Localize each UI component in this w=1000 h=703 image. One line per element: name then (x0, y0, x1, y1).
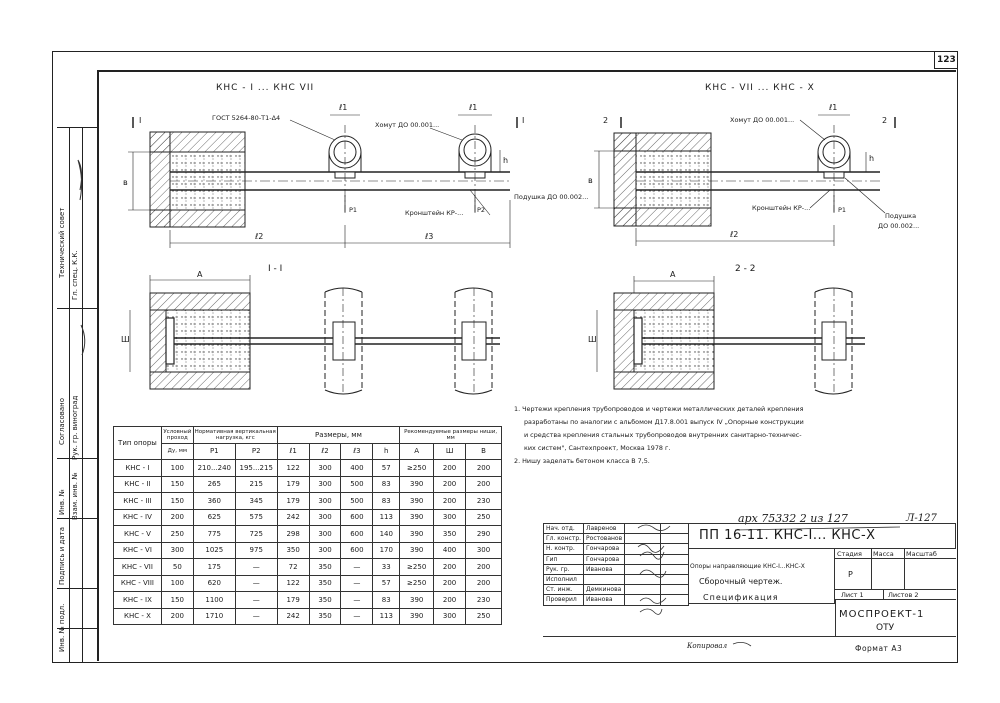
spec-header-p2: P2 (235, 443, 277, 460)
table-cell: 57 (373, 575, 400, 592)
table-cell: 200 (434, 559, 466, 576)
table-cell: 179 (277, 493, 309, 510)
agreed-label: Согласовано (58, 397, 66, 445)
pad-callout-right-2: ДО 00.002... (878, 222, 920, 230)
title-block (543, 523, 956, 661)
table-cell: 390 (400, 476, 434, 493)
spec-header-l1: ℓ1 (277, 443, 309, 460)
table-cell: 170 (373, 542, 400, 559)
role-row (544, 554, 689, 564)
role-name: Демкинова (584, 585, 625, 595)
table-cell: 200 (161, 509, 193, 526)
table-cell: 265 (193, 476, 235, 493)
support-type-cell: КНС - VII (114, 559, 162, 576)
table-cell: 150 (161, 592, 193, 609)
clamp-callout-left: Хомут ДО 00.001... (375, 121, 440, 129)
bracket-callout-left: Кронштейн КР-... (405, 209, 464, 217)
table-cell: 230 (466, 592, 502, 609)
table-cell: 625 (193, 509, 235, 526)
table-row (114, 575, 502, 592)
date-cell (660, 524, 688, 534)
table-cell: — (235, 575, 277, 592)
date-cell (660, 534, 688, 544)
table-cell: ≥250 (400, 575, 434, 592)
role-label: Проверил (544, 595, 584, 605)
dim-h-left: h (503, 156, 509, 165)
signature-cell (625, 544, 661, 554)
org-name-1: МОСПРОЕКТ-1 (839, 609, 925, 620)
agreed-row-0: Рук. гр. виноград (71, 395, 79, 460)
signature-cell (625, 574, 661, 584)
tech-council-label: Технический совет (58, 207, 66, 278)
table-cell: 210...240 (193, 460, 235, 477)
table-cell: 360 (193, 493, 235, 510)
table-cell: 345 (235, 493, 277, 510)
role-label: Нач. отд. (544, 524, 584, 534)
dim-l1-right: ℓ1 (829, 103, 838, 112)
spec-header-b: В (466, 443, 502, 460)
role-row (544, 585, 689, 595)
dim-p2-left: P2 (477, 206, 486, 214)
support-type-cell: КНС - IX (114, 592, 162, 609)
table-cell: 620 (193, 575, 235, 592)
table-cell: 242 (277, 608, 309, 625)
table-cell: 1025 (193, 542, 235, 559)
spec-header-sh: Ш (434, 443, 466, 460)
table-cell: 100 (161, 575, 193, 592)
table-cell: 250 (466, 509, 502, 526)
role-row (544, 564, 689, 574)
pad-callout-right-1: Подушка (885, 212, 917, 220)
table-cell: 250 (466, 608, 502, 625)
table-cell: 390 (400, 526, 434, 543)
spec-header-bore-sub: Ду, мм (161, 443, 193, 460)
role-name: Гончарова (584, 544, 625, 554)
note-line-3: и средства крепления стальных трубопроводов внутренних санитарно-техничес- (524, 431, 802, 439)
table-cell: 33 (373, 559, 400, 576)
dim-sh-left: Ш (121, 335, 130, 344)
table-row (114, 476, 502, 493)
agreed-row-3: Взам. инв. № (71, 472, 79, 520)
table-cell: 300 (161, 542, 193, 559)
table-cell: — (341, 559, 373, 576)
table-cell: 200 (434, 592, 466, 609)
agreed-row-5: Инв. № подл. (58, 603, 66, 652)
signature-cell (625, 524, 661, 534)
table-cell: 200 (466, 476, 502, 493)
table-cell: 500 (341, 493, 373, 510)
section-2-plan (597, 276, 865, 395)
dim-p1-right: P1 (838, 206, 847, 214)
role-name: Иванова (584, 564, 625, 574)
description-3: Спецификация (703, 593, 779, 602)
table-cell: 100 (161, 460, 193, 477)
spec-header-a: А (400, 443, 434, 460)
date-cell (660, 564, 688, 574)
table-cell: 350 (309, 608, 341, 625)
table-cell: 83 (373, 592, 400, 609)
table-cell: — (341, 592, 373, 609)
table-cell: 83 (373, 493, 400, 510)
role-label: Гип (544, 554, 584, 564)
table-cell: — (235, 592, 277, 609)
support-type-cell: КНС - III (114, 493, 162, 510)
table-cell: 200 (466, 575, 502, 592)
table-cell: 390 (400, 493, 434, 510)
table-cell: 300 (434, 509, 466, 526)
table-cell: 200 (434, 493, 466, 510)
dim-a-right: А (670, 270, 676, 279)
table-cell: 350 (309, 575, 341, 592)
sheet-label: Лист 1 (841, 591, 864, 599)
table-cell: 300 (466, 542, 502, 559)
role-row (544, 544, 689, 554)
format-label: Формат А3 (855, 644, 903, 653)
table-cell: 113 (373, 509, 400, 526)
spec-header-niche: Рекомендуемые размеры ниши, мм (400, 427, 502, 444)
table-row (114, 559, 502, 576)
table-cell: 575 (235, 509, 277, 526)
title-roles-table (543, 523, 689, 606)
table-cell: 300 (309, 476, 341, 493)
table-cell: 300 (309, 526, 341, 543)
spec-header-h: h (373, 443, 400, 460)
support-type-cell: КНС - VI (114, 542, 162, 559)
role-row (544, 524, 689, 534)
table-cell: 300 (309, 509, 341, 526)
bracket-callout-right: Кронштейн КР-... (752, 204, 811, 212)
archive-note: арх 75332 2 из 127 (738, 512, 848, 525)
table-cell: 200 (466, 460, 502, 477)
spec-header-sizes: Размеры, мм (277, 427, 400, 444)
table-cell: 122 (277, 575, 309, 592)
table-row (114, 460, 502, 477)
support-type-cell: КНС - V (114, 526, 162, 543)
description-1: Опоры направляющие КНС-I...КНС-X (690, 563, 805, 570)
table-cell: 50 (161, 559, 193, 576)
table-cell: — (341, 608, 373, 625)
table-cell: 350 (309, 559, 341, 576)
sheet-number: 123 (937, 55, 956, 65)
table-cell: 200 (434, 476, 466, 493)
spec-header-type: Тип опоры (114, 427, 162, 460)
cut-mark-1b: I (522, 116, 525, 125)
table-cell: 600 (341, 526, 373, 543)
support-type-cell: КНС - I (114, 460, 162, 477)
table-cell: 975 (235, 542, 277, 559)
table-cell: 179 (277, 592, 309, 609)
table-cell: 150 (161, 476, 193, 493)
note-line-5: 2. Нишу заделать бетоном класса В 7,5. (514, 457, 650, 465)
table-row (114, 526, 502, 543)
stage-value: Р (848, 570, 853, 579)
date-cell (660, 595, 688, 605)
role-label: Ст. инж. (544, 585, 584, 595)
table-row (114, 509, 502, 526)
scale-label: Масштаб (906, 550, 937, 558)
cut-mark-2b: 2 (882, 116, 888, 125)
stage-label: Стадия (837, 550, 862, 558)
section-2-title: 2 - 2 (735, 264, 756, 274)
table-cell: 215 (235, 476, 277, 493)
agreed-row-2: Подпись и дата (58, 527, 66, 585)
dim-a-left: А (197, 270, 203, 279)
signature-cell (625, 564, 661, 574)
table-cell: 140 (373, 526, 400, 543)
table-cell: 1710 (193, 608, 235, 625)
table-cell: 390 (400, 542, 434, 559)
dim-b-left: в (123, 178, 128, 187)
role-label: Гл. констр. (544, 534, 584, 544)
date-cell (660, 585, 688, 595)
table-cell: — (235, 608, 277, 625)
table-cell: 300 (309, 460, 341, 477)
table-cell: 175 (193, 559, 235, 576)
table-row (114, 493, 502, 510)
spec-header-l2: ℓ2 (309, 443, 341, 460)
cut-mark-1a: I (139, 116, 142, 125)
right-elevation (594, 115, 895, 246)
support-type-cell: КНС - II (114, 476, 162, 493)
table-cell: 242 (277, 509, 309, 526)
dim-sh-right: Ш (588, 335, 597, 344)
dim-l1-left-b: ℓ1 (469, 103, 478, 112)
org-name-2: ОТУ (876, 623, 895, 633)
table-cell: 200 (466, 559, 502, 576)
gl-spec-label: Гл. спец. К.К. (71, 250, 79, 300)
table-cell: 1100 (193, 592, 235, 609)
table-cell: 300 (309, 493, 341, 510)
table-cell: 250 (161, 526, 193, 543)
dim-b-right: в (588, 176, 593, 185)
date-cell (660, 574, 688, 584)
table-cell: 200 (161, 608, 193, 625)
signature-cell (625, 554, 661, 564)
clamp-callout-right: Хомут ДО 00.001... (730, 116, 795, 124)
role-row (544, 595, 689, 605)
table-cell: 200 (434, 575, 466, 592)
note-line-4: ких систем", Сантехпроект, Москва 1978 г. (524, 444, 671, 452)
table-cell: — (341, 575, 373, 592)
table-cell: 300 (309, 542, 341, 559)
dim-h-right: h (869, 154, 875, 163)
table-cell: 390 (400, 592, 434, 609)
table-row (114, 608, 502, 625)
table-cell: 350 (434, 526, 466, 543)
spec-header-bore: Условный проход (161, 427, 193, 444)
spec-table (113, 426, 502, 625)
dim-l1-left-a: ℓ1 (339, 103, 348, 112)
table-cell: 600 (341, 542, 373, 559)
role-row (544, 574, 689, 584)
role-name: Иванова (584, 595, 625, 605)
table-cell: 390 (400, 509, 434, 526)
note-line-2: разработаны по аналогии с альбомом Д17.8.001 выпуск IV „Опорные конструкции (524, 418, 804, 426)
sheets-label: Листов 2 (888, 591, 919, 599)
spec-header-p1: P1 (193, 443, 235, 460)
section-1-title: I - I (268, 264, 283, 274)
table-cell: 400 (341, 460, 373, 477)
table-cell: 83 (373, 476, 400, 493)
signature-cell (625, 595, 661, 605)
right-drawing-title: КНС - VII ... КНС - X (705, 83, 815, 93)
table-cell: 350 (309, 592, 341, 609)
table-cell: 113 (373, 608, 400, 625)
copied-by: Копировал (687, 642, 728, 650)
support-type-cell: КНС - IV (114, 509, 162, 526)
table-cell: 57 (373, 460, 400, 477)
role-label: Рук. гр. (544, 564, 584, 574)
role-row (544, 534, 689, 544)
mass-label: Масса (873, 550, 894, 558)
table-cell: 600 (341, 509, 373, 526)
date-cell (660, 544, 688, 554)
table-cell: — (235, 559, 277, 576)
table-cell: 390 (400, 608, 434, 625)
support-type-cell: КНС - X (114, 608, 162, 625)
dim-l2-right: ℓ2 (730, 230, 739, 239)
table-cell: 400 (434, 542, 466, 559)
description-2: Сборочный чертеж. (699, 577, 783, 586)
table-cell: 179 (277, 476, 309, 493)
table-cell: 775 (193, 526, 235, 543)
archive-sheet-ref: Л-127 (906, 513, 937, 524)
spec-table-body (114, 460, 502, 625)
table-cell: 290 (466, 526, 502, 543)
dim-p1-left: P1 (349, 206, 358, 214)
dim-l3-left: ℓ3 (425, 232, 434, 241)
role-name: Ростованов (584, 534, 625, 544)
signature-cell (625, 534, 661, 544)
table-cell: ≥250 (400, 559, 434, 576)
drawing-code: ПП 16-11. КНС-I... КНС-X (699, 528, 876, 543)
table-cell: 500 (341, 476, 373, 493)
role-label: Исполнил (544, 574, 584, 584)
spec-header-l3: ℓ3 (341, 443, 373, 460)
table-cell: 350 (277, 542, 309, 559)
role-label: Н. контр. (544, 544, 584, 554)
spec-header-load: Нормативная вертикальная нагрузка, кгс (193, 427, 277, 444)
role-name: Гончарова (584, 554, 625, 564)
table-cell: 150 (161, 493, 193, 510)
role-name (584, 574, 625, 584)
table-cell: ≥250 (400, 460, 434, 477)
table-cell: 122 (277, 460, 309, 477)
agreed-row-1: Инв. № (58, 489, 66, 515)
table-cell: 72 (277, 559, 309, 576)
role-name: Лавренов (584, 524, 625, 534)
cut-mark-2a: 2 (603, 116, 609, 125)
left-elevation (128, 115, 517, 248)
pad-callout-left: Подушка ДО 00.002... (514, 193, 589, 201)
table-cell: 200 (434, 460, 466, 477)
table-cell: 300 (434, 608, 466, 625)
left-drawing-title: КНС - I ... КНС VII (216, 83, 315, 93)
table-cell: 230 (466, 493, 502, 510)
section-1-plan (130, 275, 500, 395)
support-type-cell: КНС - VIII (114, 575, 162, 592)
table-row (114, 542, 502, 559)
table-cell: 298 (277, 526, 309, 543)
table-cell: 195...215 (235, 460, 277, 477)
note-line-1: 1. Чертежи крепления трубопроводов и чертежи металлических деталей крепления (514, 405, 804, 413)
gost-callout: ГОСТ 5264-80-Т1-Δ4 (212, 114, 281, 122)
date-cell (660, 554, 688, 564)
dim-l2-left: ℓ2 (255, 232, 264, 241)
table-cell: 725 (235, 526, 277, 543)
signature-cell (625, 585, 661, 595)
table-row (114, 592, 502, 609)
